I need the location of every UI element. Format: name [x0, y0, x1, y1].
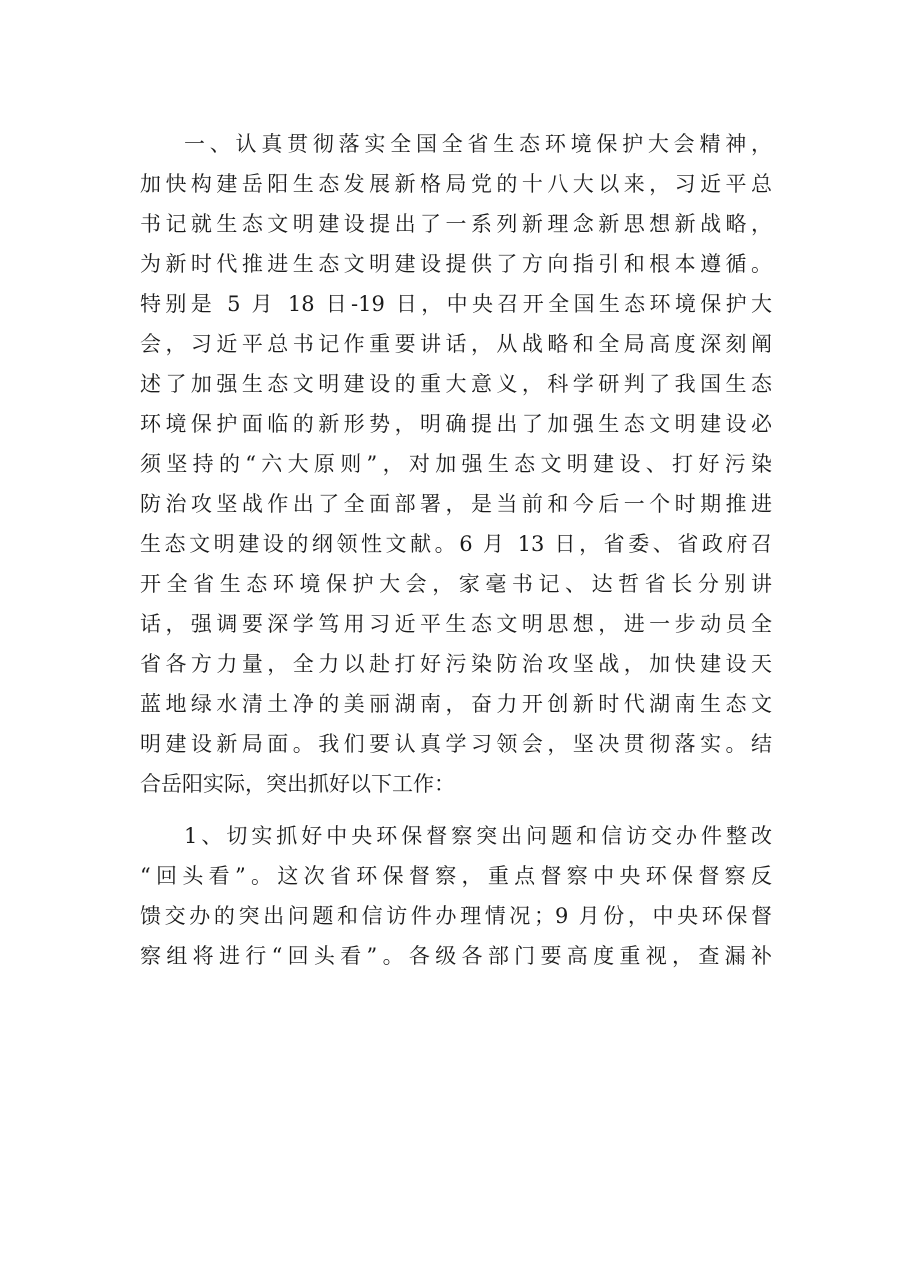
paragraph-line: 须坚持的“六大原则”，对加强生态文明建设、打好污染 [140, 452, 772, 476]
paragraph-line: 特别是 5 月 18 日-19 日，中央召开全国生态环境保护大 [140, 292, 772, 316]
paragraph-line: 书记就生态文明建设提出了一系列新理念新思想新战略， [140, 212, 772, 236]
paragraph-line: 生态文明建设的纲领性文献。6 月 13 日，省委、省政府召 [140, 532, 772, 556]
paragraph-line: 馈交办的突出问题和信访件办理情况；9 月份，中央环保督 [140, 904, 772, 928]
paragraph-line: “回头看”。这次省环保督察，重点督察中央环保督察反 [140, 864, 772, 888]
paragraph-line: 察组将进行“回头看”。各级各部门要高度重视，查漏补 [140, 944, 772, 968]
paragraph-line: 述了加强生态文明建设的重大意义，科学研判了我国生态 [140, 372, 772, 396]
paragraph-line: 1、切实抓好中央环保督察突出问题和信访交办件整改 [184, 824, 772, 848]
paragraph-line: 省各方力量，全力以赴打好污染防治攻坚战，加快建设天 [140, 652, 772, 676]
paragraph-line: 开全省生态环境保护大会，家毫书记、达哲省长分别讲 [140, 572, 772, 596]
paragraph-gap [140, 804, 772, 816]
paragraph-line: 一、认真贯彻落实全国全省生态环境保护大会精神， [184, 132, 772, 156]
paragraph-line: 会，习近平总书记作重要讲话，从战略和全局高度深刻阐 [140, 332, 772, 356]
paragraph-2 [140, 816, 772, 976]
document-body [140, 124, 772, 976]
paragraph-1 [140, 124, 772, 804]
paragraph-line: 防治攻坚战作出了全面部署，是当前和今后一个时期推进 [140, 492, 772, 516]
paragraph-line: 环境保护面临的新形势，明确提出了加强生态文明建设必 [140, 412, 772, 436]
paragraph-line: 为新时代推进生态文明建设提供了方向指引和根本遵循。 [140, 252, 772, 276]
paragraph-line: 明建设新局面。我们要认真学习领会，坚决贯彻落实。结 [140, 732, 772, 756]
paragraph-line: 蓝地绿水清土净的美丽湖南，奋力开创新时代湖南生态文 [140, 692, 772, 716]
paragraph-line: 合岳阳实际，突出抓好以下工作： [140, 772, 455, 796]
paragraph-line: 话，强调要深学笃用习近平生态文明思想，进一步动员全 [140, 612, 772, 636]
paragraph-line: 加快构建岳阳生态发展新格局党的十八大以来，习近平总 [140, 172, 772, 196]
